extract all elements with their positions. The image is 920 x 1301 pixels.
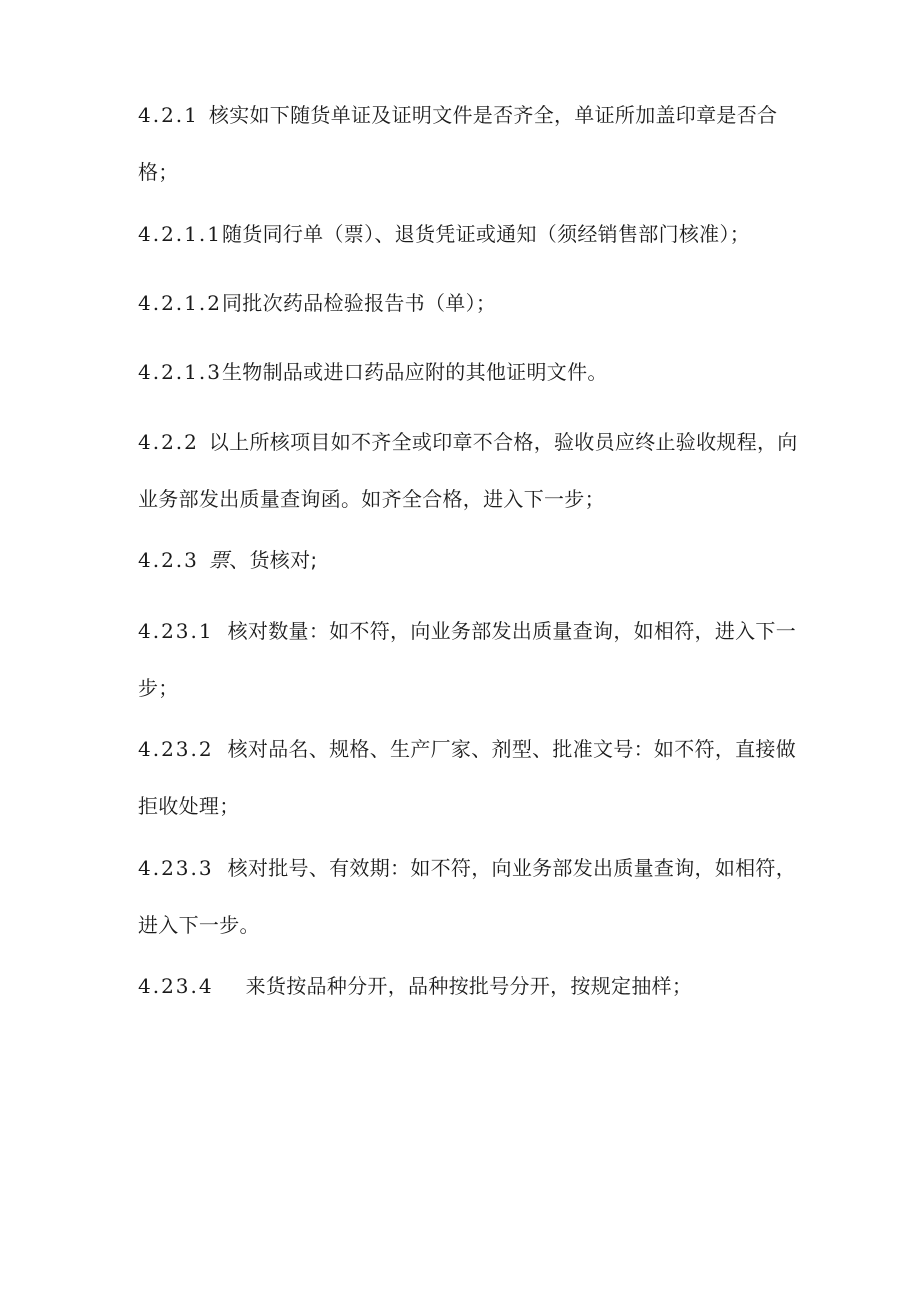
paragraph-text-italic: 票 [208,548,230,572]
paragraph-4-23-2 [138,721,798,835]
paragraph-text: 核对批号、有效期：如不符，向业务部发出质量查询，如相符，进入下一步。 [138,856,797,937]
section-number: 4.2.3 [138,548,199,572]
paragraph-text: 核实如下随货单证及证明文件是否齐全，单证所加盖印章是否合格； [138,103,778,184]
paragraph-text: 核对品名、规格、生产厂家、剂型、批准文号：如不符，直接做拒收处理； [138,737,797,818]
paragraph-4-23-3 [138,840,798,954]
section-number: 4.2.1.3 [138,360,222,384]
paragraph-4-2-1-1 [138,206,798,263]
paragraph-text: 、货核对; [229,548,318,572]
paragraph-4-2-2 [138,414,798,528]
paragraph-4-23-4 [138,958,798,1015]
paragraph-4-2-3 [138,532,798,589]
paragraph-text: 核对数量：如不符，向业务部发出质量查询，如相符，进入下一步； [138,619,797,700]
paragraph-4-2-1-3 [138,344,798,401]
paragraph-4-2-1-2 [138,275,798,332]
section-number: 4.2.1.2 [138,291,222,315]
section-number: 4.2.1 [138,103,199,127]
paragraph-4-23-1 [138,603,798,717]
section-number: 4.23.1 [138,619,214,643]
paragraph-text: 来货按品种分开，品种按批号分开，按规定抽样； [245,974,693,998]
paragraph-text: 生物制品或进口药品应附的其他证明文件。 [221,360,608,384]
paragraph-text: 以上所核项目如不齐全或印章不合格，验收员应终止验收规程，向业务部发出质量查询函。如齐全合格，进入下一步； [138,430,798,511]
paragraph-text: 随货同行单（票）、退货凭证或通知（须经销售部门核准）； [221,222,751,246]
paragraph-text: 同批次药品检验报告书（单）； [221,291,497,315]
section-number: 4.23.3 [138,856,214,880]
section-number: 4.2.1.1 [138,222,222,246]
section-number: 4.23.2 [138,737,214,761]
section-number: 4.23.4 [138,974,214,998]
paragraph-4-2-1 [138,87,798,201]
section-number: 4.2.2 [138,430,199,454]
